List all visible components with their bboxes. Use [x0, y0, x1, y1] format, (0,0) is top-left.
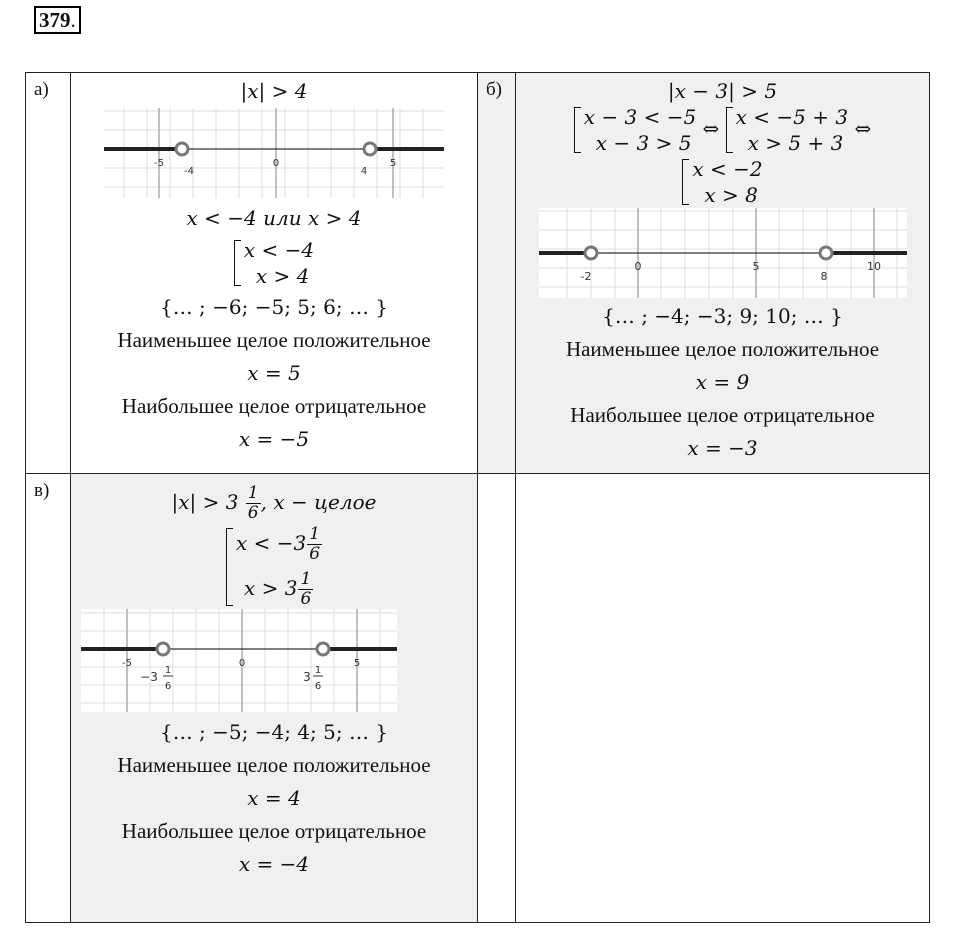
- a-tick-label: 5: [389, 158, 397, 169]
- v-frac-den: 6: [300, 589, 312, 609]
- v-system: [226, 525, 322, 609]
- v-least-positive-text: Наименьшее целое положительное: [117, 753, 431, 777]
- v-inequality-suffix: , x − целое: [260, 490, 377, 514]
- cell-empty-label: [478, 474, 516, 923]
- cell-v-label: в): [26, 474, 71, 923]
- b-system-1: [574, 104, 696, 156]
- b-system-3-line: x > 8: [704, 183, 758, 207]
- v-point-frac-num: 1: [164, 665, 172, 676]
- v-number-line: [81, 609, 397, 712]
- v-point-frac-den: 6: [314, 681, 322, 692]
- b-point-label: -2: [580, 270, 591, 283]
- b-solution-set: {… ; −4; −3; 9; 10; … }: [602, 304, 843, 328]
- v-open-point-right: [317, 643, 329, 655]
- v-frac-den: 6: [247, 503, 259, 523]
- cell-a: [71, 73, 478, 474]
- a-system: [234, 237, 314, 289]
- v-greatest-negative-text: Наибольшее целое отрицательное: [121, 819, 427, 843]
- b-tick-label: 5: [752, 260, 759, 273]
- v-point-label-left: −3: [140, 670, 158, 684]
- a-least-positive-text: Наименьшее целое положительное: [117, 328, 431, 352]
- b-system-2-line: x < −5 + 3: [735, 105, 849, 129]
- v-frac-num: 1: [300, 569, 312, 589]
- v-inequality: [71, 484, 477, 523]
- v-solution-set: {… ; −5; −4; 4; 5; … }: [159, 720, 389, 744]
- b-greatest-negative-value: x = −3: [687, 436, 758, 460]
- b-inequality: |x − 3| > 5: [667, 79, 778, 103]
- v-greatest-negative-value: x = −4: [238, 852, 310, 876]
- v-least-positive-value: x = 4: [247, 786, 301, 810]
- b-point-label: 8: [820, 270, 827, 283]
- v-frac-den: 6: [309, 544, 321, 564]
- b-greatest-negative-text: Наибольшее целое отрицательное: [570, 403, 875, 427]
- problem-number-text: 379: [39, 8, 71, 32]
- v-tick-label: -5: [122, 658, 132, 669]
- cell-v: [71, 474, 478, 923]
- cell-b: [516, 73, 930, 474]
- b-system-1-line: x − 3 < −5: [583, 105, 697, 129]
- a-point-label: 4: [360, 166, 368, 177]
- a-open-point-right: [364, 143, 376, 155]
- a-system-line: x < −4: [243, 238, 315, 262]
- a-greatest-negative-text: Наибольшее целое отрицательное: [121, 394, 427, 418]
- v-system-line-1: x < −3: [235, 531, 307, 555]
- a-point-label: -4: [184, 166, 194, 177]
- b-tick-label: 0: [634, 260, 641, 273]
- v-point-label-right: 3: [303, 670, 311, 684]
- a-system-line: x > 4: [255, 264, 310, 288]
- v-tick-label: 0: [238, 658, 246, 669]
- b-system-2-line: x > 5 + 3: [747, 131, 844, 155]
- v-point-frac-num: 1: [314, 665, 322, 676]
- b-system-3: [682, 156, 762, 208]
- a-least-positive-value: x = 5: [247, 361, 301, 385]
- b-tick-label: 10: [866, 260, 881, 273]
- b-open-point-right: [820, 247, 832, 259]
- a-number-line: [104, 108, 444, 198]
- b-equiv-symbol: ⇔: [702, 116, 720, 141]
- v-system-row: [236, 525, 322, 564]
- cell-a-label: а): [26, 73, 71, 474]
- a-inequality: |x| > 4: [240, 79, 308, 103]
- b-system-2: [726, 104, 848, 156]
- problem-number-dot: .: [70, 8, 76, 32]
- b-system-3-line: x < −2: [692, 157, 763, 181]
- cell-empty: [516, 474, 930, 923]
- a-tick-label: 0: [272, 158, 280, 169]
- cell-b-label: б): [478, 73, 516, 474]
- a-tick-label: -5: [154, 158, 164, 169]
- b-least-positive-text: Наименьшее целое положительное: [565, 337, 880, 361]
- a-solution-set: {… ; −6; −5; 5; 6; … }: [159, 295, 389, 319]
- v-tick-label: 5: [353, 658, 361, 669]
- v-open-point-left: [157, 643, 169, 655]
- a-or-statement: x < −4 или x > 4: [186, 206, 362, 230]
- a-greatest-negative-value: x = −5: [238, 427, 310, 451]
- v-system-row: [236, 570, 322, 609]
- b-system-1-line: x − 3 > 5: [595, 131, 692, 155]
- b-equiv-symbol: ⇔: [854, 116, 872, 141]
- b-number-line: [539, 208, 907, 298]
- v-system-line-2: x > 3: [243, 576, 298, 600]
- b-least-positive-value: x = 9: [695, 370, 750, 394]
- v-frac-num: 1: [247, 483, 259, 503]
- solution-table: [25, 72, 930, 923]
- v-point-frac-den: 6: [164, 681, 172, 692]
- v-fraction: [246, 484, 261, 523]
- v-frac-num: 1: [309, 524, 321, 544]
- v-inequality-prefix: |x| > 3: [171, 490, 239, 514]
- a-open-point-left: [176, 143, 188, 155]
- problem-number: [34, 6, 81, 34]
- b-open-point-left: [585, 247, 597, 259]
